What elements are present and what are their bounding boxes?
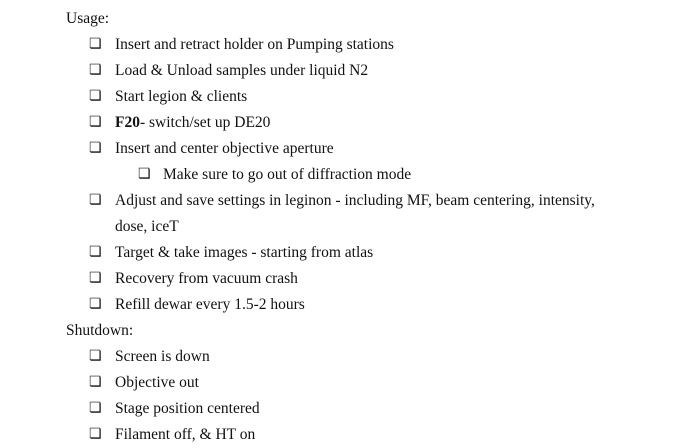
item-text: Adjust and save settings in leginon - including MF, beam centering, intensity, [115,192,595,209]
item-text: Stage position centered [115,400,260,417]
checkbox-icon: ❏ [89,297,102,312]
checklist-item [0,240,700,266]
item-text: Filament off, & HT on [115,426,256,443]
checklist-item [0,188,700,214]
item-text: Objective out [115,374,199,391]
checklist-item [0,344,700,370]
item-text [115,0,252,1]
section-heading-usage: Usage: [66,10,110,27]
item-text: - switch/set up DE20 [139,114,271,131]
item-text: Recovery from vacuum crash [115,270,298,287]
checkbox-icon: ❏ [89,271,102,286]
checklist-item [0,32,700,58]
checklist-item [0,84,700,110]
item-text: Load & Unload samples under liquid N2 [115,62,369,79]
checkbox-icon: ❏ [138,167,151,182]
checklist-item [0,110,700,136]
checklist-item [0,422,700,448]
checkbox-icon: ❏ [89,375,102,390]
checkbox-icon: ❏ [89,141,102,156]
checklist-item-continuation: dose, iceT [115,218,179,235]
checklist-item [0,266,700,292]
item-text: Screen is down [115,348,210,365]
checkbox-icon: ❏ [89,245,102,260]
item-text: Target & take images - starting from atlas [115,244,374,261]
checkbox-icon: ❏ [89,349,102,364]
checkbox-icon: ❏ [89,193,102,208]
checkbox-icon: ❏ [89,115,102,130]
checklist-item [0,292,700,318]
checkbox-icon: ❏ [89,63,102,78]
checkbox-icon: ❏ [89,37,102,52]
checklist-item [0,396,700,422]
item-text: Make sure to go out of diffraction mode [163,166,412,183]
item-text: Refill dewar every 1.5-2 hours [115,296,305,313]
checklist-item [0,370,700,396]
checkbox-icon: ❏ [89,427,102,442]
checklist-item [0,58,700,84]
item-text: Start legion & clients [115,88,248,105]
item-text: Insert and retract holder on Pumping stations [115,36,394,53]
checkbox-icon: ❏ [89,401,102,416]
item-text: Insert and center objective aperture [115,140,334,157]
section-heading-shutdown: Shutdown: [66,322,134,339]
checkbox-icon: ❏ [89,89,102,104]
checklist-subitem [0,162,700,188]
item-text-bold: F20 [115,114,140,131]
checklist-item [0,136,700,162]
